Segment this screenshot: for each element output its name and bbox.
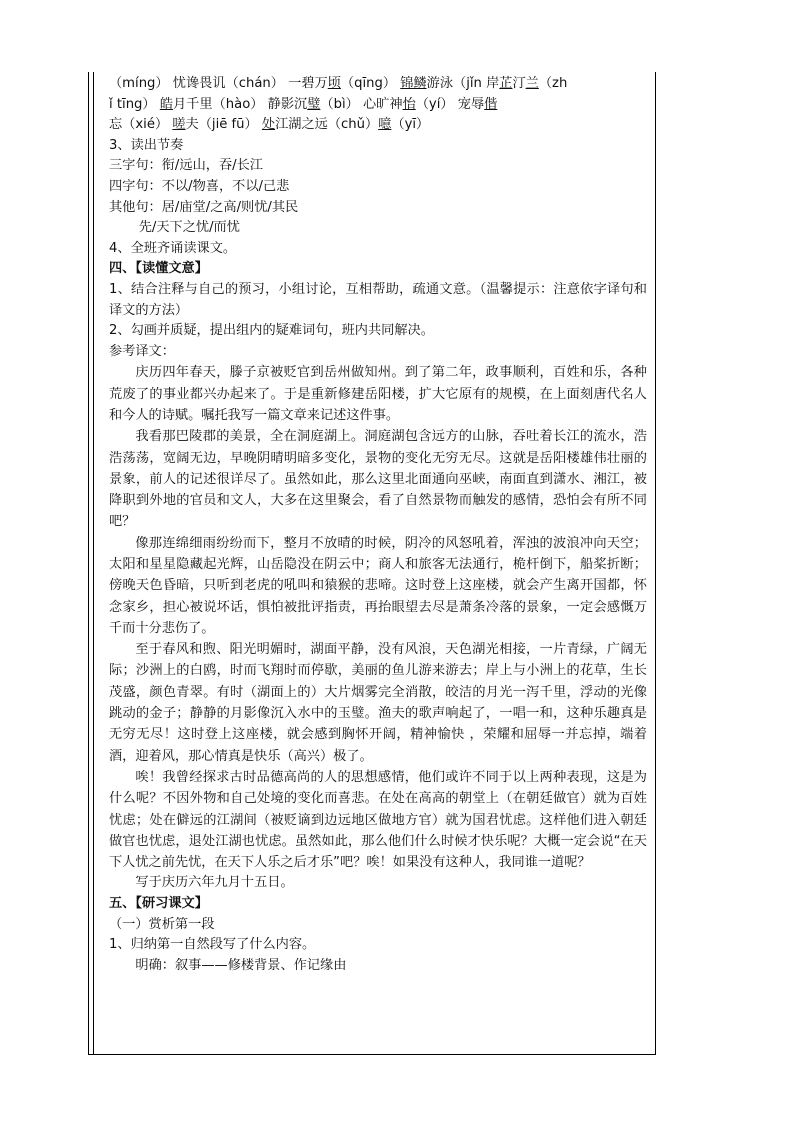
underlined-character: 兰 bbox=[525, 76, 539, 91]
section-5-sub-1: （一）赏析第一段 bbox=[109, 916, 215, 932]
vocab-text: ǐ tīng） bbox=[109, 96, 160, 112]
lesson-table bbox=[88, 72, 656, 1055]
vocab-line-2 bbox=[109, 95, 647, 116]
vocab-text: 江湖之远（chǔ） bbox=[275, 117, 379, 133]
underlined-character: 璧 bbox=[307, 96, 321, 112]
vocab-text: （qīng） bbox=[340, 76, 401, 91]
vocab-text: 汀 bbox=[512, 76, 526, 91]
rhythm-heading: 3、读出节奏 bbox=[109, 137, 184, 153]
vocab-text: 夫（jiē fū） bbox=[185, 117, 262, 133]
lesson-content-cell bbox=[109, 74, 647, 976]
underlined-character: 皓 bbox=[159, 96, 173, 112]
translation-date-line: 写于庆历六年九月十五日。 bbox=[135, 875, 294, 891]
underlined-character: 芷 bbox=[499, 76, 513, 91]
underlined-character: 处 bbox=[261, 117, 276, 133]
rhythm-three-char: 三字句：衔/远山，吞/长江 bbox=[109, 158, 263, 174]
vocab-text: （yī） bbox=[391, 117, 430, 133]
rhythm-other-2: 先/天下之忧/而忧 bbox=[138, 220, 240, 236]
vocab-text: 忘（xié） bbox=[109, 117, 173, 133]
translation-paragraph-3: 像那连绵细雨纷纷而下，整月不放晴的时候，阴冷的风怒吼着，浑浊的波浪冲向天空；太阳和星星隐藏起光辉，山岳隐没在阴云中；商人和旅客无法通行，桅杆倒下，船桨折断；傍晚天色昏暗，只听到老虎的吼叫和猿猴的悲啼。这时登上这座楼，就会产生离开国都，怀念家乡，担心被说坏话，惧怕被批评指责，再抬眼望去尽是萧条冷落的景象，一定会感慨万千而十分悲伤了。 bbox=[109, 535, 647, 636]
section-5-question-1: 1、归纳第一自然段写了什么内容。 bbox=[109, 937, 316, 953]
translation-paragraph-1: 庆历四年春天，滕子京被贬官到岳州做知州。到了第二年，政事顺利，百姓和乐，各种荒废了的事业都兴办起来了。于是重新修建岳阳楼，扩大它原有的规模，在上面刻唐代名人和今人的诗赋。嘱托我写一篇文章来记述这件事。 bbox=[109, 365, 647, 423]
section-4-item-1: 1、结合注释与自己的预习，小组讨论，互相帮助，疏通文意。（温馨提示：注意依字译句和译文的方法） bbox=[109, 281, 647, 318]
translation-paragraph-5: 唉！我曾经探求古时品德高尚的人的思想感情，他们或许不同于以上两种表现，这是为什么呢？不因外物和自己处境的变化而喜悲。在处在高高的朝堂上（在朝廷做官）就为百姓忧虑；处在僻远的江湖间（被贬谪到边远地区做地方官）就为国君忧虑。这样他们进入朝廷做官也忧虑，退处江湖也忧虑。虽然如此，那么他们什么时候才快乐呢？大概一定会说“在天下人忧之前先忧，在天下人乐之后才乐”吧？唉！如果没有这种人，我同谁一道呢？ bbox=[109, 769, 647, 871]
vocab-text: （bì） 心旷神 bbox=[320, 96, 403, 112]
underlined-character: 噫 bbox=[378, 117, 392, 133]
reference-translation-label: 参考译文： bbox=[109, 343, 175, 359]
vocab-text: （míng） 忧谗畏讥（chán） 一碧万 bbox=[109, 76, 328, 91]
vocab-text: 月千里（hào） 静影沉 bbox=[173, 96, 308, 112]
vocab-line-3 bbox=[109, 115, 647, 136]
rhythm-four-char: 四字句：不以/物喜，不以/己悲 bbox=[109, 178, 290, 194]
underlined-character: 怡 bbox=[402, 96, 416, 112]
section-4-item-2: 2、勾画并质疑，提出组内的疑难词句，班内共同解决。 bbox=[109, 323, 434, 339]
section-5-heading: 五、【研习课文】 bbox=[109, 896, 208, 912]
translation-paragraph-2: 我看那巴陵郡的美景，全在洞庭湖上。洞庭湖包含远方的山脉，吞吐着长江的流水，浩浩荡荡，宽阔无边，早晚阴晴明暗多变化，景物的变化无穷无尽。这就是岳阳楼雄伟壮丽的景象，前人的记述很详尽了。虽然如此，那么这里北面通向巫峡，南面直到潇水、湘江，被降职到外地的官员和文人，大多在这里聚会，看了自然景物而触发的感情，恐怕会有所不同吧？ bbox=[109, 429, 647, 530]
underlined-character: 偕 bbox=[484, 96, 498, 112]
vocab-text: 游泳（jǐn 岸 bbox=[426, 76, 500, 91]
section-5-answer: 明确：叙事——修楼背景、作记缘由 bbox=[135, 957, 347, 973]
vocab-text: （zh bbox=[538, 76, 568, 91]
underlined-character: 锦鳞 bbox=[400, 76, 427, 91]
read-aloud-instruction: 4、全班齐诵读课文。 bbox=[109, 240, 237, 256]
section-4-heading: 四、【读懂文意】 bbox=[109, 261, 208, 277]
rhythm-other-1: 其他句：居/庙堂/之高/则忧/其民 bbox=[109, 199, 299, 215]
translation-paragraph-4: 至于春风和煦、阳光明媚时，湖面平静，没有风浪，天色湖光相接，一片青绿，广阔无际；沙洲上的白鸥，时而飞翔时而停歇，美丽的鱼儿游来游去；岸上与小洲上的花草，生长茂盛，颜色青翠。有时（湖面上的）大片烟雾完全消散，皎洁的月光一泻千里，浮动的光像跳动的金子；静静的月影像沉入水中的玉璧。渔夫的歌声响起了，一唱一和，这种乐趣真是无穷无尽！这时登上这座楼，就会感到胸怀开阔，精神愉快 ，荣耀和屈辱一并忘掉，端着酒，迎着风，那心情真是快乐（高兴）极了。 bbox=[109, 642, 647, 764]
vocab-line-1 bbox=[109, 74, 647, 95]
underlined-character: 嗟 bbox=[172, 117, 186, 133]
underlined-character: 顷 bbox=[327, 76, 341, 91]
vocab-text: （yí） 宠辱 bbox=[415, 96, 485, 112]
table-inner-border bbox=[93, 72, 94, 1054]
